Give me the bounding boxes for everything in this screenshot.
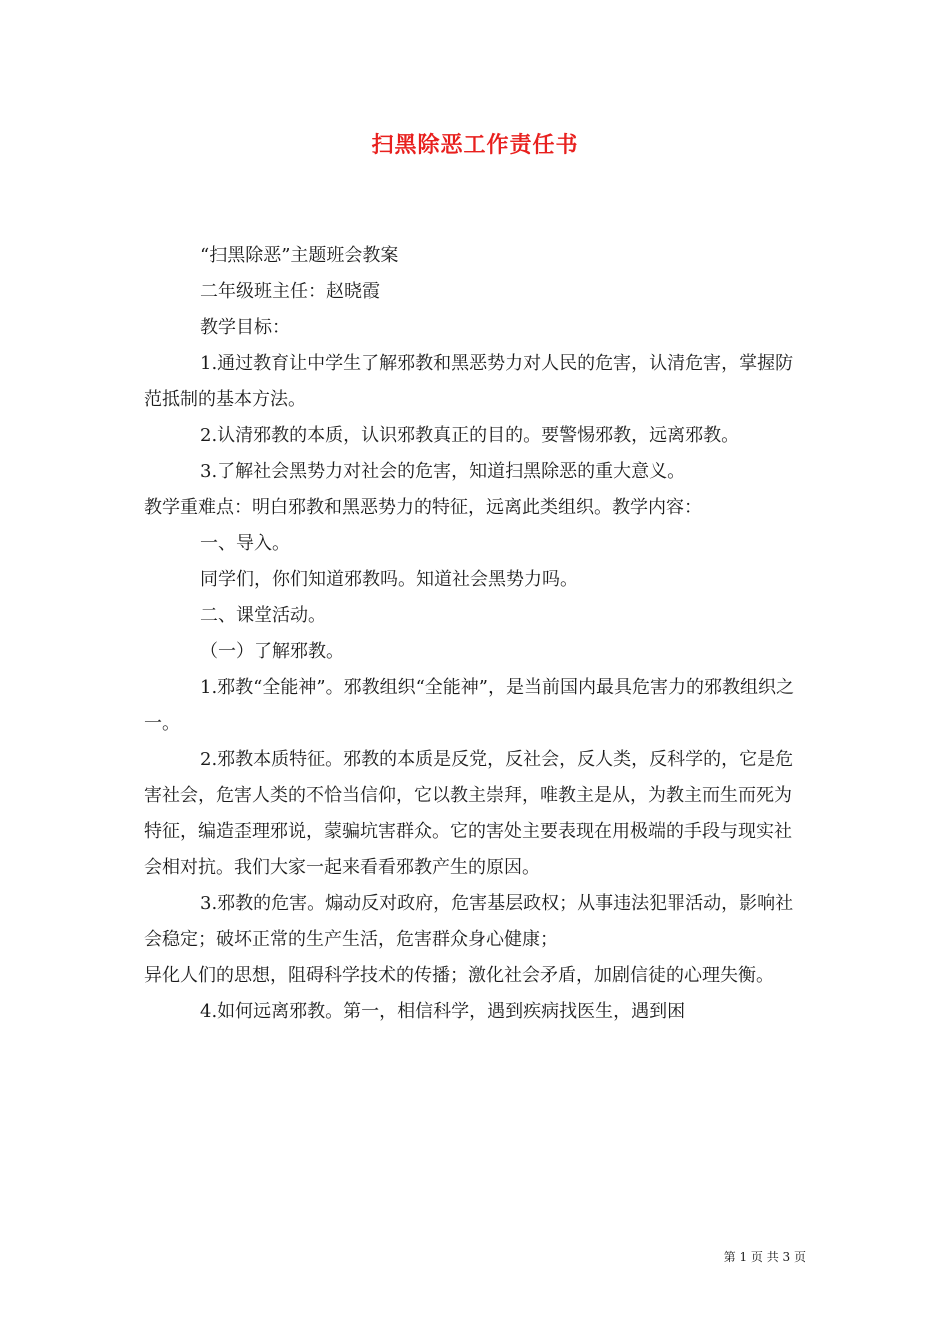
paragraph: 1.通过教育让中学生了解邪教和黑恶势力对人民的危害，认清危害，掌握防范抵制的基本方法。 [144,353,794,410]
paragraph: 教学目标： [200,317,290,338]
paragraph: 3.了解社会黑势力对社会的危害，知道扫黑除恶的重大意义。 [200,461,686,482]
paragraph: 3.邪教的危害。煽动反对政府，危害基层政权；从事违法犯罪活动，影响社会稳定；破坏正常的生产生活，危害群众身心健康； [144,893,794,950]
paragraph: （一）了解邪教。 [200,641,344,662]
paragraph: 2.邪教本质特征。邪教的本质是反党，反社会，反人类，反科学的，它是危害社会，危害人类的不恰当信仰，它以教主崇拜，唯教主是从，为教主而生而死为特征，编造歪理邪说，蒙骗坑害群众。它的害处主要表现在用极端的手段与现实社会相对抗。我们大家一起来看看邪教产生的原因。 [144,749,794,878]
document-title: 扫黑除恶工作责任书 [371,132,579,158]
paragraph: 1.邪教“全能神”。邪教组织“全能神”，是当前国内最具危害力的邪教组织之一。 [144,677,794,734]
document-body [144,238,808,1030]
paragraph: 4.如何远离邪教。第一，相信科学，遇到疾病找医生，遇到困 [200,1001,686,1022]
paragraph: 二、课堂活动。 [200,605,326,626]
paragraph: 一、导入。 [200,533,290,554]
paragraph: 同学们，你们知道邪教吗。知道社会黑势力吗。 [200,569,578,590]
page-number: 第 1 页 共 3 页 [723,1250,806,1264]
paragraph: “扫黑除恶”主题班会教案 [200,245,399,266]
paragraph: 教学重难点：明白邪教和黑恶势力的特征，远离此类组织。教学内容： [144,497,702,518]
paragraph: 二年级班主任：赵晓霞 [200,281,380,302]
paragraph: 异化人们的思想，阻碍科学技术的传播；激化社会矛盾，加剧信徒的心理失衡。 [144,965,774,986]
paragraph: 2.认清邪教的本质，认识邪教真正的目的。要警惕邪教，远离邪教。 [200,425,740,446]
